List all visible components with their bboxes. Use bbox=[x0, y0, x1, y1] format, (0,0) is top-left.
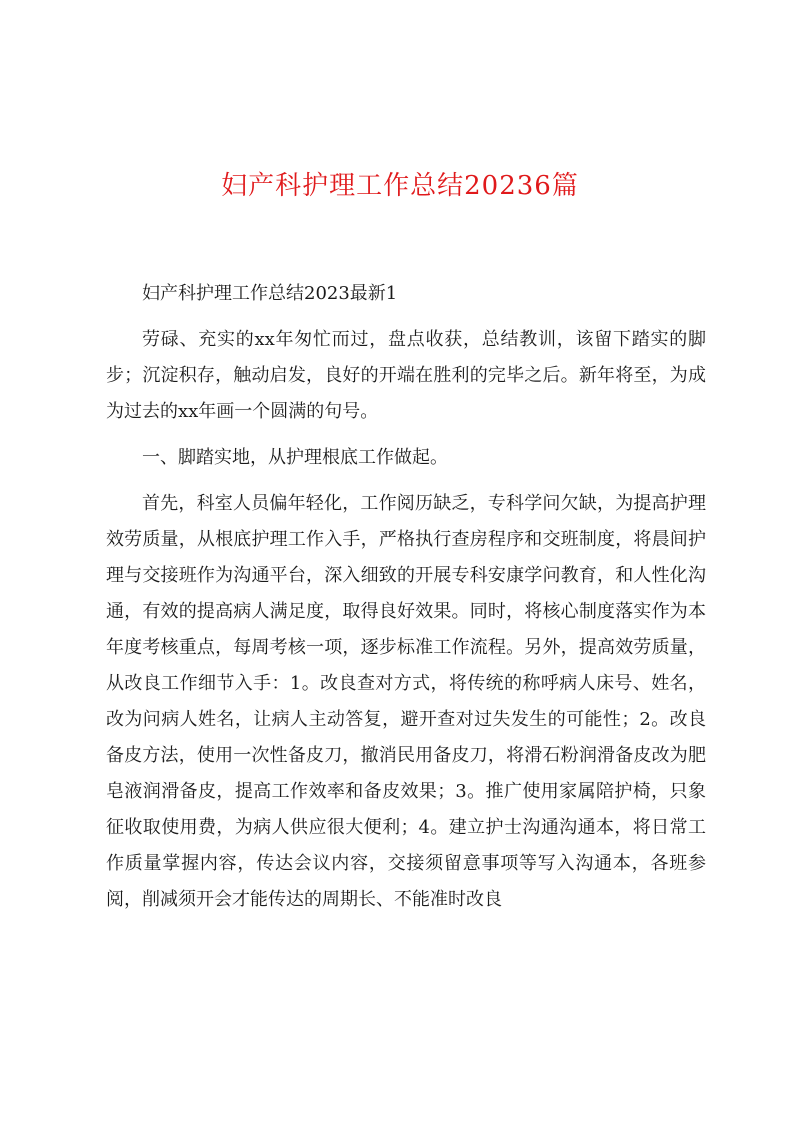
subsection-heading: 一、脚踏实地，从护理根底工作做起。 bbox=[142, 447, 448, 468]
body-paragraph: 首先，科室人员偏年轻化，工作阅历缺乏，专科学问欠缺，为提高护理效劳质量，从根底护理工作入手，严格执行查房程序和交班制度，将晨间护理与交接班作为沟通平台，深入细致的开展专科安康学问教育，和人性化沟通，有效的提高病人满足度，取得良好效果。同时，将核心制度落实作为本年度考核重点，每周考核一项，逐步标准工作流程。另外，提高效劳质量，从改良工作细节入手：1。改良查对方式，将传统的称呼病人床号、姓名，改为问病人姓名，让病人主动答复，避开查对过失发生的可能性；2。改良备皮方法，使用一次性备皮刀，撤消民用备皮刀，将滑石粉润滑备皮改为肥皂液润滑备皮，提高工作效率和备皮效果；3。推广使用家属陪护椅，只象征收取使用费，为病人供应很大便利；4。建立护士沟通沟通本，将日常工作质量掌握内容，传达会议内容，交接须留意事项等写入沟通本，各班参阅，削减须开会才能传达的周期长、不能准时改良 bbox=[106, 493, 706, 910]
document-body bbox=[106, 276, 706, 922]
intro-paragraph: 劳碌、充实的xx年匆忙而过，盘点收获，总结教训，该留下踏实的脚步；沉淀积存，触动启发，良好的开端在胜利的完毕之后。新年将至，为成为过去的xx年画一个圆满的句号。 bbox=[106, 329, 706, 422]
section-heading: 妇产科护理工作总结2023最新1 bbox=[142, 283, 398, 304]
document-title: 妇产科护理工作总结20236篇 bbox=[221, 171, 579, 201]
